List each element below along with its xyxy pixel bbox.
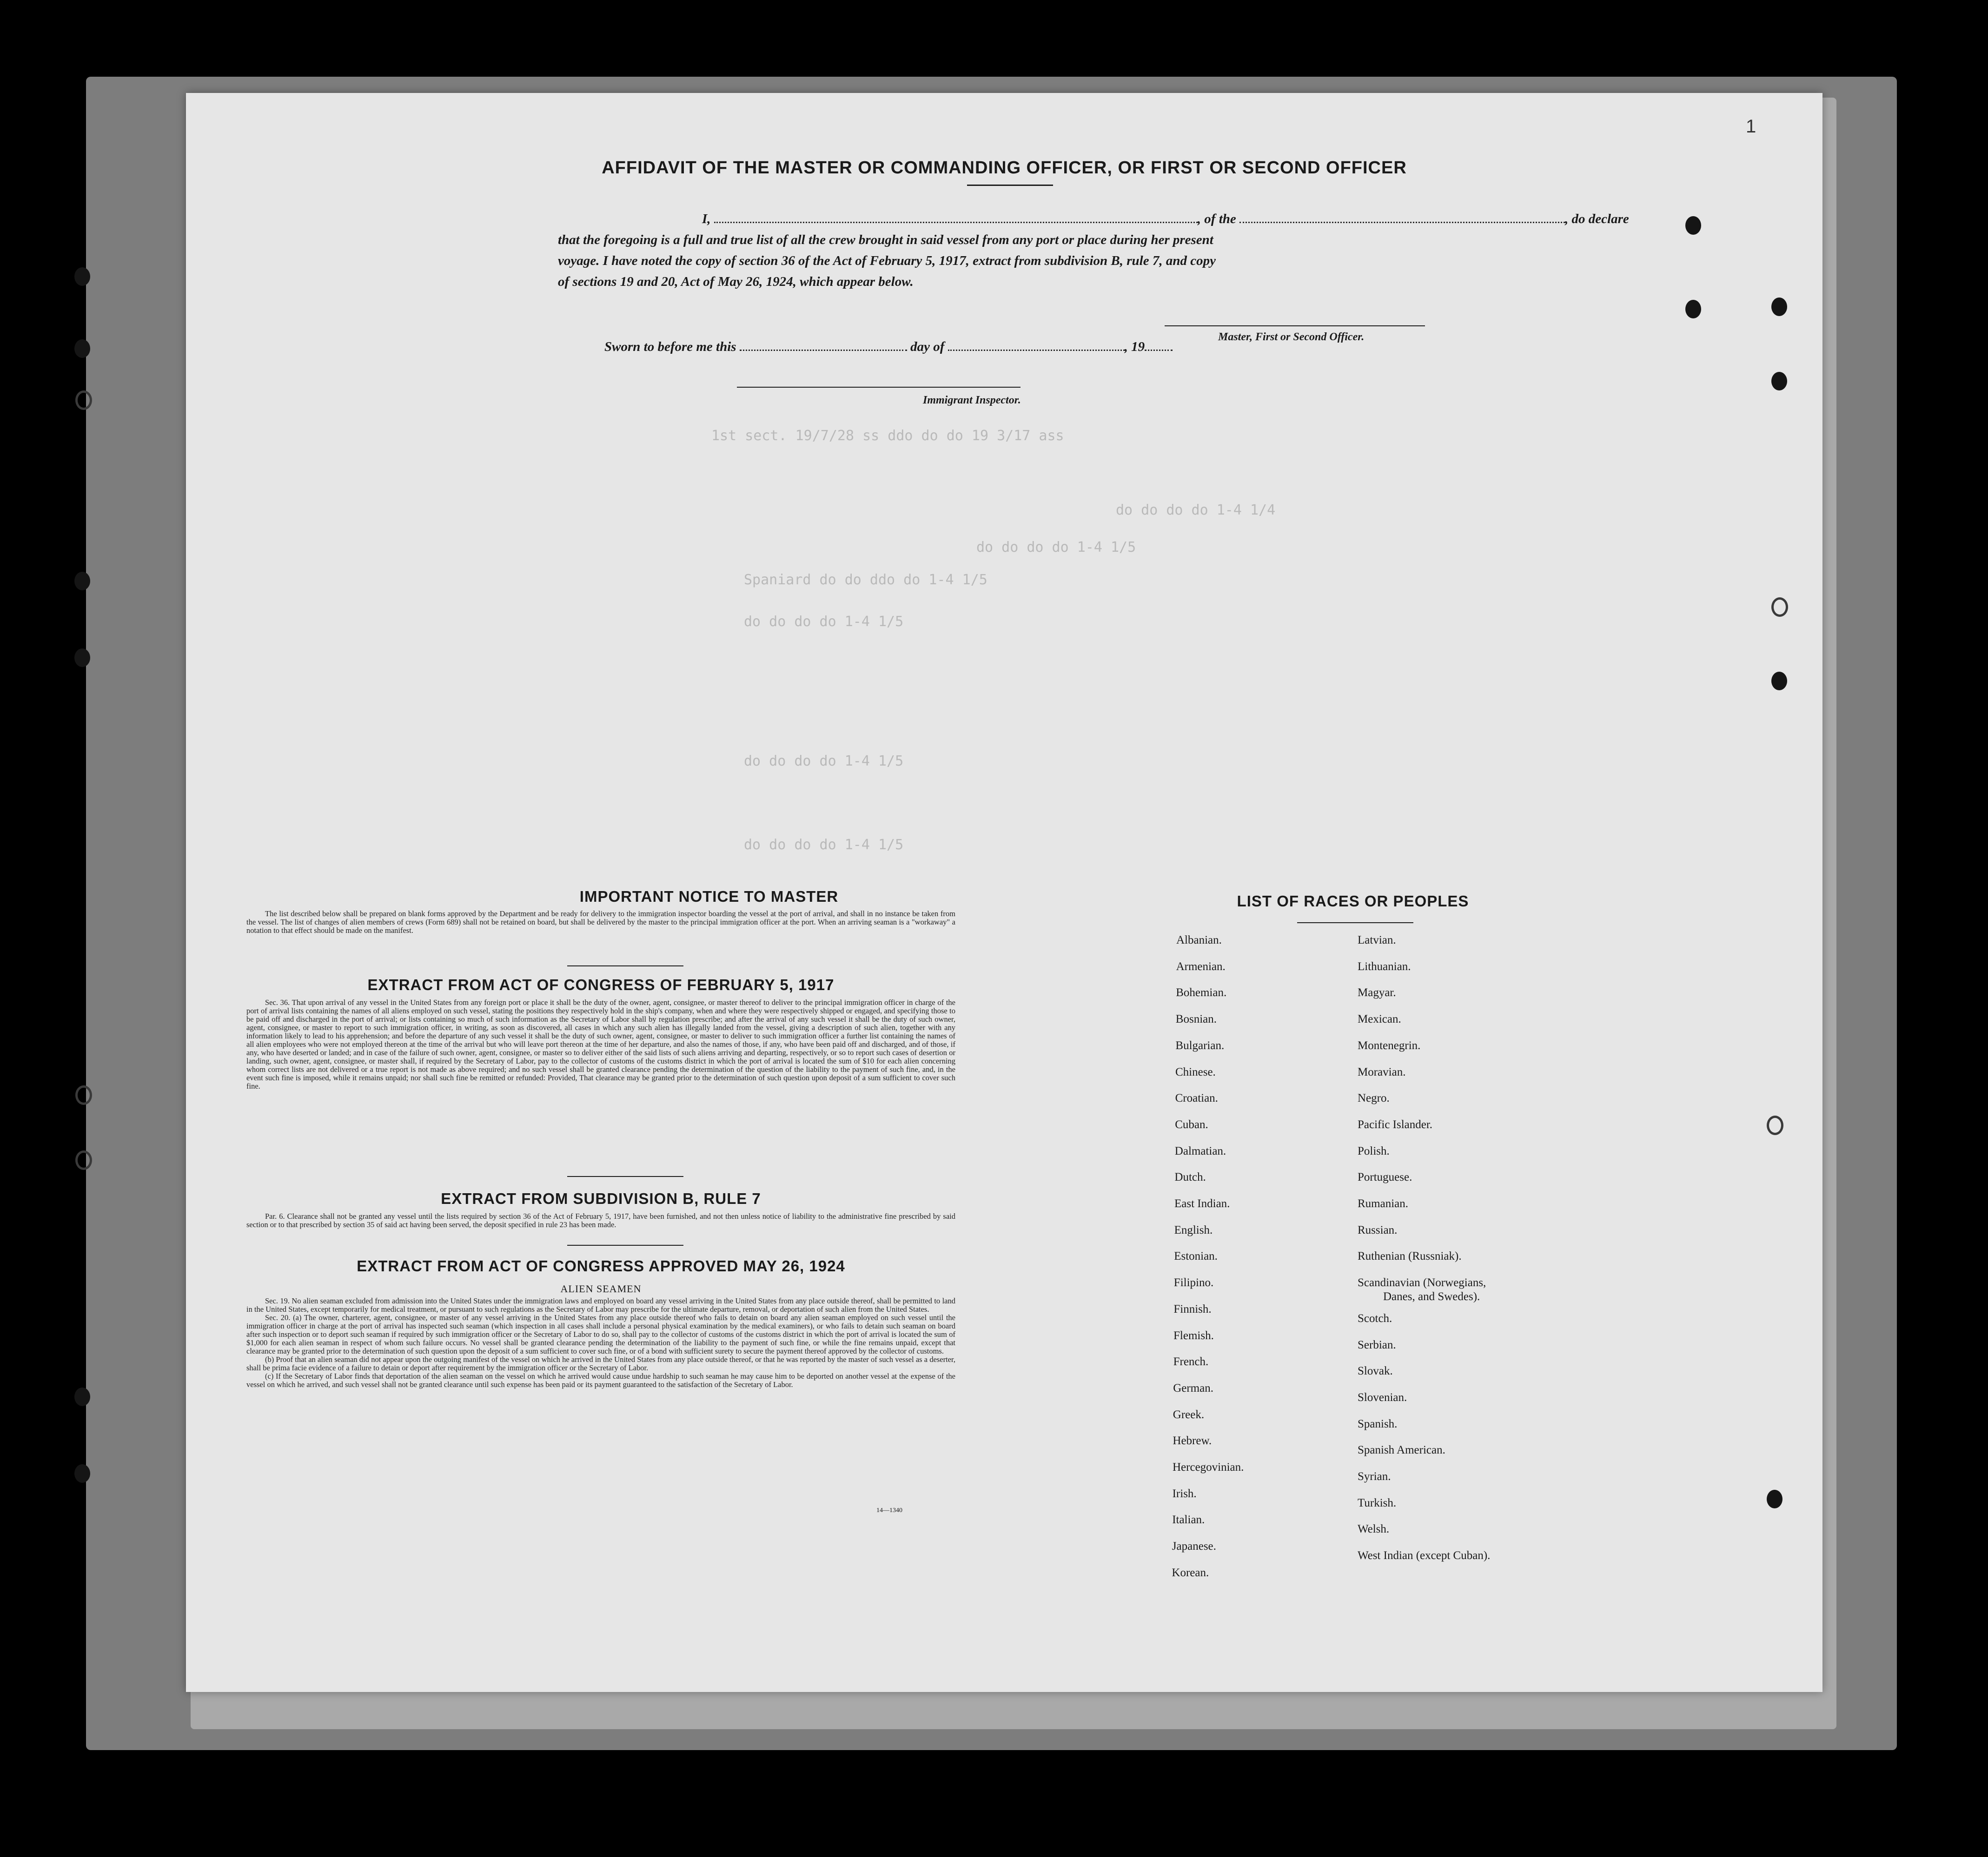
inspector-signature-line — [737, 387, 1021, 388]
bleed-through-text: do do do do 1-4 1/5 — [976, 539, 1136, 555]
race-item: Flemish. — [1173, 1329, 1214, 1342]
race-item: Portuguese. — [1358, 1171, 1412, 1184]
punch-hole-icon — [74, 339, 90, 358]
race-item: Finnish. — [1173, 1302, 1212, 1315]
extract-1924-title: EXTRACT FROM ACT OF CONGRESS APPROVED MAY 26, 1924 — [357, 1257, 845, 1275]
race-item: Dalmatian. — [1174, 1144, 1226, 1157]
race-item: Irish. — [1172, 1487, 1197, 1500]
name-blank — [714, 211, 1198, 223]
i-label: I, — [702, 211, 711, 226]
race-item: Albanian. — [1176, 934, 1222, 946]
extract-rule7-title: EXTRACT FROM SUBDIVISION B, RULE 7 — [441, 1190, 761, 1207]
punch-hole-icon — [1685, 216, 1701, 235]
punch-hole-icon — [75, 390, 92, 410]
par-6-paragraph: Par. 6. Clearance shall not be granted any vessel until the lists required by section 36 of the Act of February 5, 1917, have been furnished, and not then unless notice of liability to the administrative fine prescribed by said section or to that prescribed by section 35 of said act having been served, the deposit specified in rule 23 has been made. — [246, 1212, 955, 1229]
punch-hole-icon — [74, 1464, 90, 1483]
race-item: Dutch. — [1174, 1171, 1206, 1184]
bleed-through-text: do do do do 1-4 1/5 — [744, 753, 904, 769]
race-item: German. — [1173, 1381, 1213, 1394]
race-item: Slovenian. — [1358, 1391, 1407, 1404]
sworn-line — [604, 339, 1173, 355]
race-item: Danes, and Swedes). — [1383, 1290, 1480, 1303]
race-item: Spanish American. — [1358, 1444, 1445, 1457]
punch-hole-icon — [74, 572, 90, 590]
race-item: Polish. — [1358, 1144, 1390, 1157]
race-item: West Indian (except Cuban). — [1358, 1549, 1491, 1562]
sec-20a-paragraph: Sec. 20. (a) The owner, charterer, agent, consignee, or master of any vessel arriving in the United States from any place outside thereof who fails to detain on board any alien seaman employed on such vessel until the immigration officer in charge at the port of arrival has inspected such seaman (which inspection in all cases shall include a personal physical examination by the medical examiners), or who fails to detain such seaman on board after such inspection or to deport such seaman if required by such immigration officer or the Secretary of Labor to do so, shall pay to the collector of customs of the customs district in which the port of arrival is located the sum of $1,000 for each alien seaman in respect of whom such failure occurs. No vessel shall be granted clearance pending the determination of the liability to the payment of such fine, or while the fine remains unpaid, except that clearance may be granted prior to the determination of such question upon the deposit of a sum sufficient to cover such fine, or of a bond with sufficient surety to secure the payment thereof approved by the collector of customs. — [246, 1313, 955, 1355]
race-item: Serbian. — [1358, 1338, 1396, 1351]
year-label: , 19 — [1124, 339, 1145, 354]
race-item: Italian. — [1172, 1513, 1205, 1527]
section-rule — [1297, 922, 1413, 923]
race-item: Rumanian. — [1358, 1197, 1409, 1210]
race-item: Scotch. — [1358, 1312, 1392, 1325]
bleed-through-text: do do do do 1-4 1/5 — [744, 837, 904, 853]
race-item: Chinese. — [1175, 1065, 1216, 1078]
section-rule — [567, 965, 683, 966]
punch-hole-icon — [1771, 297, 1787, 316]
manifest-back-page — [186, 93, 1822, 1692]
affidavit-line-3: voyage. I have noted the copy of section 36 of the Act of February 5, 1917, extract from subdivision B, rule 7, and copy — [558, 253, 1216, 268]
race-item: Greek. — [1173, 1408, 1205, 1421]
race-item: Montenegrin. — [1358, 1039, 1421, 1052]
section-36-paragraph: Sec. 36. That upon arrival of any vessel in the United States from any foreign port or place it shall be the duty of the owner, agent, consignee, or master thereof to deliver to the principal immigration officer in charge of the port of arrival lists containing the names of all aliens employed on such vessel, stating the positions they respectively hold in the ship's company, when and where they were respectively shipped or engaged, and specifying those to be paid off and discharged in the port of arrival; or lists containing so much of such information as the Secretary of Labor shall by regulation prescribe; and after the arrival of any such vessel it shall be the duty of such owner, agent, consignee, or master to report to such immigration officer, in writing, as soon as discovered, all cases in which any such alien has illegally landed from the vessel, giving a description of such alien, together with any information likely to lead to his apprehension; and before the departure of any such vessel it shall be the duty of such owner, agent, consignee, or master to deliver to such immigration officer a further list containing the names of all alien employees who were not employed thereon at the time of the arrival but who will leave port thereon at the time of her departure, and also the names of those, if any, who have been paid off and discharged, and of those, if any, who have deserted or landed; and in case of the failure of such owner, agent, consignee, or master so to deliver either of the said lists of such aliens arriving and departing, respectively, or so to report such cases of desertion or landing, such owner, agent, consignee, or master shall, if required by the Secretary of Labor, pay to the collector of customs of the customs district in which the port of arrival is located the sum of $10 for each alien concerning whom correct lists are not delivered or a true report is not made as above required; and no such vessel shall be granted clearance pending the determination of the question of the liability to the payment of such fine, and, in the event such fine is imposed, while it remains unpaid; nor shall such fine be remitted or refunded: Provided, That clearance may be granted prior to the determination of such question upon deposit of a sum sufficient to cover such fine. — [246, 998, 955, 1090]
race-item: Korean. — [1172, 1566, 1209, 1579]
page-number: 1 — [1746, 116, 1756, 137]
race-item: English. — [1174, 1223, 1213, 1236]
master-signature-label: Master, First or Second Officer. — [1218, 331, 1365, 343]
day-blank — [740, 339, 907, 351]
race-item: Russian. — [1358, 1223, 1398, 1236]
sec-20b-paragraph: (b) Proof that an alien seaman did not appear upon the outgoing manifest of the vessel on which he arrived in the United States from any place outside thereof, or that he was reported by the master of such vessel as a deserter, shall be prima facie evidence of a failure to detain or deport after requirement by the immigration officer or the Secretary of Labor. — [246, 1355, 955, 1372]
race-item: Hercegovinian. — [1173, 1461, 1244, 1474]
month-blank — [948, 339, 1125, 351]
affidavit-line-2: that the foregoing is a full and true list of all the crew brought in said vessel from any port or place during her present — [558, 232, 1213, 247]
punch-hole-icon — [75, 1150, 92, 1170]
race-item: Japanese. — [1172, 1540, 1216, 1553]
race-item: Cuban. — [1175, 1118, 1208, 1131]
extract-1924-text — [246, 1297, 955, 1389]
punch-hole-icon — [1767, 1116, 1783, 1135]
do-declare-label: , do declare — [1565, 211, 1629, 226]
race-item: Estonian. — [1174, 1250, 1218, 1263]
year-blank — [1145, 339, 1173, 351]
race-item: Magyar. — [1358, 986, 1396, 999]
punch-hole-icon — [74, 267, 90, 286]
race-item: Welsh. — [1358, 1523, 1390, 1536]
race-item: Lithuanian. — [1358, 960, 1411, 973]
notice-text — [246, 910, 955, 935]
races-title: LIST OF RACES OR PEOPLES — [1237, 892, 1469, 910]
race-item: Filipino. — [1173, 1276, 1214, 1289]
section-rule — [567, 1176, 683, 1177]
day-of-label: day of — [910, 339, 945, 354]
form-code: 14—1340 — [876, 1507, 902, 1514]
race-item: Bosnian. — [1175, 1013, 1217, 1026]
race-item: Bohemian. — [1176, 986, 1227, 999]
race-item: French. — [1173, 1355, 1209, 1368]
punch-hole-icon — [1685, 300, 1701, 318]
punch-hole-icon — [74, 1388, 90, 1406]
punch-hole-icon — [75, 1085, 92, 1105]
race-item: Syrian. — [1358, 1470, 1391, 1483]
of-the-label: , of the — [1197, 211, 1236, 226]
race-item: Moravian. — [1358, 1065, 1406, 1078]
race-item: Latvian. — [1358, 934, 1396, 946]
bleed-through-text: 1st sect. 19/7/28 ss ddo do do 19 3/17 ass — [711, 428, 1064, 444]
punch-hole-icon — [1767, 1490, 1783, 1508]
race-item: Negro. — [1358, 1092, 1390, 1105]
alien-seamen-subtitle: ALIEN SEAMEN — [560, 1283, 642, 1295]
inspector-label: Immigrant Inspector. — [923, 394, 1021, 406]
title-rule — [967, 185, 1053, 186]
affidavit-line-1 — [702, 211, 1629, 227]
notice-title: IMPORTANT NOTICE TO MASTER — [579, 888, 839, 905]
sec-20c-paragraph: (c) If the Secretary of Labor finds that deportation of the alien seaman on the vessel on which he arrived would cause undue hardship to such seaman he may cause him to be deported on another vessel at the expense of the vessel on which he arrived, and such vessel shall not be granted clearance until such expense has been paid or its payment guaranteed to the satisfaction of the Secretary of Labor. — [246, 1372, 955, 1389]
punch-hole-icon — [1771, 597, 1788, 617]
extract-rule7-text — [246, 1212, 955, 1229]
extract-1917-text — [246, 998, 955, 1090]
race-item: Spanish. — [1358, 1417, 1398, 1430]
punch-hole-icon — [74, 648, 90, 667]
race-item: Hebrew. — [1173, 1434, 1212, 1447]
race-item: Croatian. — [1175, 1092, 1218, 1105]
race-item: East Indian. — [1174, 1197, 1230, 1210]
race-item: Bulgarian. — [1175, 1039, 1225, 1052]
vessel-blank — [1239, 211, 1565, 223]
sworn-label: Sworn to before me this — [604, 339, 736, 354]
race-item: Scandinavian (Norwegians, — [1358, 1276, 1486, 1289]
bleed-through-text: Spaniard do do ddo do 1-4 1/5 — [744, 572, 987, 588]
race-item: Mexican. — [1358, 1013, 1401, 1026]
punch-hole-icon — [1771, 672, 1787, 690]
race-item: Turkish. — [1358, 1496, 1397, 1509]
race-item: Ruthenian (Russniak). — [1358, 1250, 1462, 1263]
sec-19-paragraph: Sec. 19. No alien seaman excluded from admission into the United States under the immigration laws and employed on board any vessel arriving in the United States from any place outside thereof, shall be permitted to land in the United States, except temporarily for medical treatment, or pursuant to such regulations as the Secretary of Labor may prescribe for the ultimate departure, removal, or deportation of such alien from the United States. — [246, 1296, 955, 1314]
section-rule — [567, 1245, 683, 1246]
master-signature-line — [1165, 325, 1425, 326]
punch-hole-icon — [1771, 372, 1787, 390]
race-item: Armenian. — [1176, 960, 1226, 973]
extract-1917-title: EXTRACT FROM ACT OF CONGRESS OF FEBRUARY 5, 1917 — [367, 976, 835, 993]
affidavit-line-4: of sections 19 and 20, Act of May 26, 1924, which appear below. — [558, 274, 914, 289]
race-item: Pacific Islander. — [1358, 1118, 1433, 1131]
race-item: Slovak. — [1358, 1365, 1393, 1378]
notice-paragraph: The list described below shall be prepared on blank forms approved by the Department and be ready for delivery to the immigration inspector boarding the vessel at the port of arrival, and shall in no instance be taken from the vessel. The list of changes of alien members of crews (Form 689) shall not be retained on board, but shall be delivered by the master to the principal immigration officer at the port. When an arriving seaman is a "workaway" a notation to that effect should be made on the manifest. — [246, 909, 955, 935]
bleed-through-text: do do do do 1-4 1/4 — [1116, 502, 1276, 518]
affidavit-title: AFFIDAVIT OF THE MASTER OR COMMANDING OFFICER, OR FIRST OR SECOND OFFICER — [602, 158, 1407, 178]
bleed-through-text: do do do do 1-4 1/5 — [744, 614, 904, 630]
